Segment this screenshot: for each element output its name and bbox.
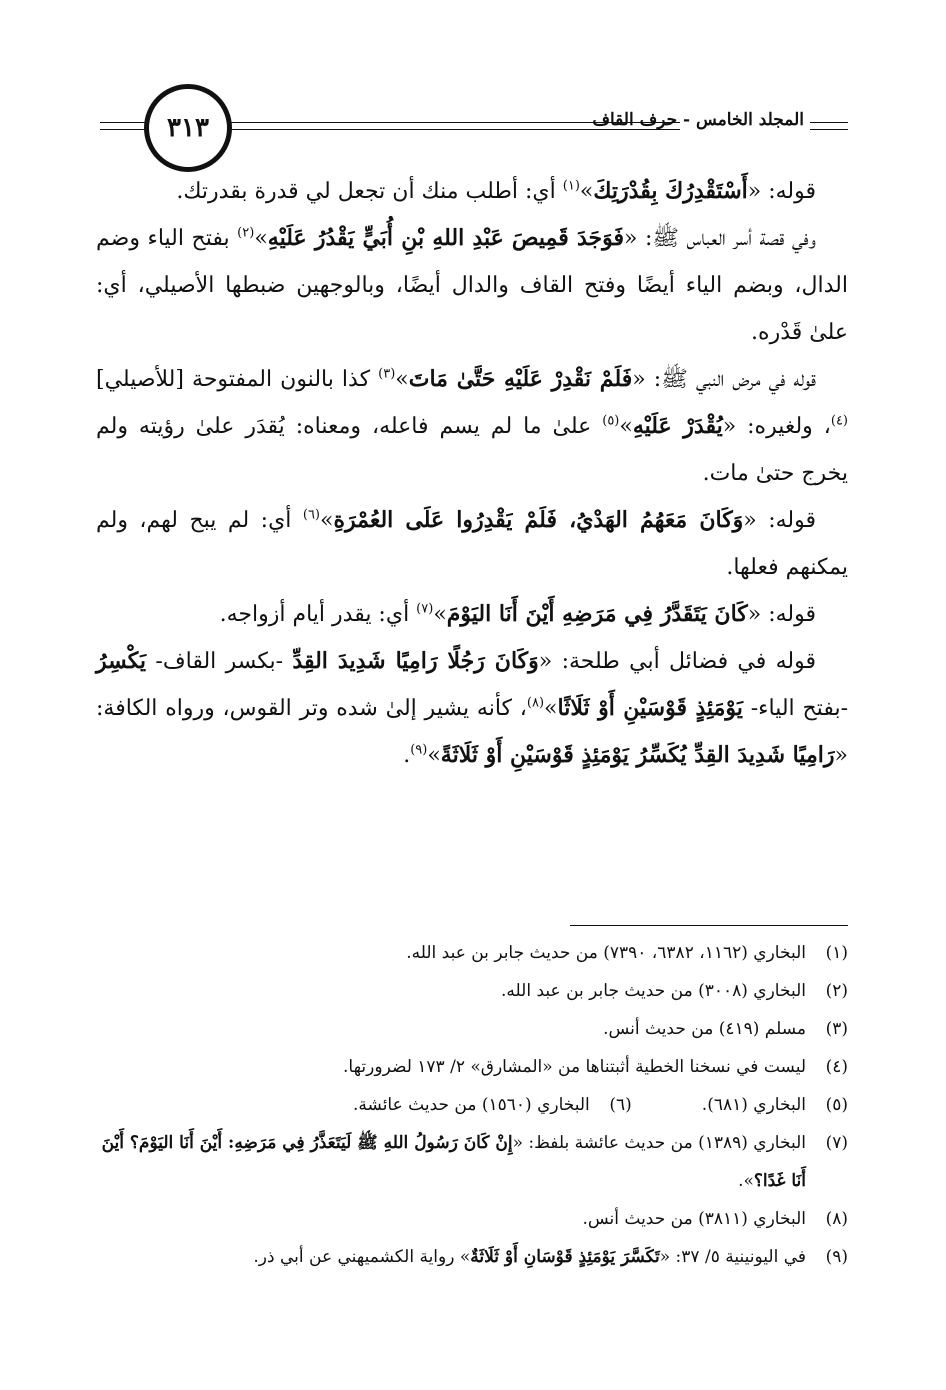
header-title: المجلد الخامس - حرف القاف (592, 110, 804, 130)
footnote-ref[interactable]: (٢) (237, 225, 255, 241)
footnote-text: البخاري (١٥٦٠) من حديث عائشة. (353, 1095, 590, 1115)
footnote (702, 1086, 848, 1124)
footnote-text: ليست في نسخنا الخطية أثبتناها من «المشارق» ٢/ ١٧٣ لضرورتها. (343, 1057, 806, 1077)
quote: فَوَجَدَ قَمِيصَ عَبْدِ اللهِ بْنِ أُبَيٍّ يَقْدُرُ عَلَيْهِ (267, 225, 624, 251)
footnote-separator (570, 925, 848, 926)
footnote (96, 1200, 848, 1238)
paragraph: قوله: «وَكَانَ مَعَهُمُ الهَدْيُ، فَلَمْ يَقْدِرُوا عَلَى العُمْرَةِ»$^{(٦)}$ أي: لم يبح لهم، ولم يمكنهم فعلها. (96, 507, 848, 580)
paragraph: قوله في فضائل أبي طلحة: «وَكَانَ رَجُلًا رَامِيًا شَدِيدَ القِدِّ -بكسر القاف- يَكْسِرُ -بفتح الياء- يَوْمَئِذٍ قَوْسَيْنِ أَوْ ثَلَاثًا»$^{(٨)}$، كأنه يشير إلىٰ شده وتر القوس، ورواه الكافة: «رَامِيًا شَدِيدَ القِدِّ يُكَسِّرُ يَوْمَئِذٍ قَوْسَيْنِ أَوْ ثَلَاثَةً»$^{(٩)}$. (96, 648, 848, 768)
footnotes (96, 934, 848, 1276)
main-text (96, 168, 848, 779)
footnote-number: (٧) (825, 1133, 848, 1153)
quote: يَوْمَئِذٍ قَوْسَيْنِ أَوْ ثَلَاثًا (557, 695, 743, 721)
footnote-number: (٩) (825, 1247, 848, 1267)
footnote-number: (٢) (825, 981, 848, 1001)
paragraph: قوله في مرض النبي ﷺ: «فَلَمْ نَقْدِرْ عَلَيْهِ حَتَّىٰ مَاتَ»$^{(٣)}$ كذا بالنون المفتوحة [للأصيلي]$^{(٤)}$، ولغيره: «يُقْدَرْ عَلَيْهِ»$^{(٥)}$ علىٰ ما لم يسم فاعله، ومعناه: يُقدَر علىٰ رؤيته ولم يخرج حتىٰ مات. (96, 366, 848, 486)
quote: رَامِيًا شَدِيدَ القِدِّ يُكَسِّرُ يَوْمَئِذٍ قَوْسَيْنِ أَوْ ثَلَاثَةً (440, 742, 835, 768)
footnote-text: في اليونينية ٥/ ٣٧: «تَكَسَّرَ يَوْمَئِذٍ قَوْسَانِ أَوْ ثَلَاثَةٌ» رواية الكشميهني عن أبي ذر. (253, 1247, 806, 1267)
footnote-ref[interactable]: (٦) (302, 507, 320, 523)
page-number: ٣١٣ (144, 84, 232, 172)
footnote (96, 934, 848, 972)
footnote-pair (96, 1086, 848, 1124)
footnote (96, 1238, 848, 1276)
header-rule-far-2 (810, 129, 848, 130)
footnote-ref[interactable]: (٩) (410, 742, 428, 758)
footnote-text: البخاري (٣٨١١) من حديث أنس. (582, 1209, 806, 1229)
quote: تَكَسَّرَ يَوْمَئِذٍ قَوْسَانِ أَوْ ثَلَاثَةٌ (470, 1247, 660, 1267)
footnote (96, 1124, 848, 1200)
paragraph: قوله: «أَسْتَقْدِرُكَ بِقُدْرَتِكَ»$^{(١)}$ أي: أطلب منك أن تجعل لي قدرة بقدرتك. (176, 178, 816, 204)
footnote (96, 1048, 848, 1086)
quote: أَسْتَقْدِرُكَ بِقُدْرَتِكَ (593, 178, 748, 204)
footnote-number: (٦) (609, 1095, 632, 1115)
footnote-number: (١) (825, 943, 848, 963)
footnote-text: البخاري (١١٦٢، ٦٣٨٢، ٧٣٩٠) من حديث جابر بن عبد الله. (406, 943, 806, 963)
footnote-text: البخاري (٦٨١). (701, 1095, 806, 1115)
footnote-ref[interactable]: (٥) (602, 413, 620, 429)
quote: يُقْدَرْ عَلَيْهِ (632, 413, 723, 439)
footnote-number: (٥) (825, 1095, 848, 1115)
header-rule-left (100, 122, 150, 123)
footnote-ref[interactable]: (١) (562, 178, 580, 194)
footnote-number: (٣) (825, 1019, 848, 1039)
footnote-text: البخاري (٣٠٠٨) من حديث جابر بن عبد الله. (501, 981, 806, 1001)
header-rule-far (810, 122, 848, 123)
quote: إِنْ كَانَ رَسُولُ اللهِ ﷺ لَيَتَعَذَّرُ فِي مَرَضِهِ: أَيْنَ أَنَا اليَوْمَ؟ أَيْنَ أَنَا غَدًا؟ (101, 1133, 806, 1191)
footnote-number: (٤) (825, 1057, 848, 1077)
footnote-ref[interactable]: (٣) (378, 366, 396, 382)
footnote (353, 1086, 632, 1124)
footnote-number: (٨) (825, 1209, 848, 1229)
quote: وَكَانَ رَجُلًا رَامِيًا شَدِيدَ القِدِّ (292, 648, 539, 674)
footnote-text: البخاري (١٣٨٩) من حديث عائشة بلفظ: «إِنْ كَانَ رَسُولُ اللهِ ﷺ لَيَتَعَذَّرُ فِي مَرَضِهِ: أَيْنَ أَنَا اليَوْمَ؟ أَيْنَ أَنَا غَدًا؟». (101, 1133, 806, 1191)
running-header (100, 84, 848, 174)
header-rule-left-2 (100, 129, 150, 130)
paragraph: وفي قصة أسر العباس ﷺ: «فَوَجَدَ قَمِيصَ عَبْدِ اللهِ بْنِ أُبَيٍّ يَقْدُرُ عَلَيْهِ»$^{(٢)}$ بفتح الياء وضم الدال، وبضم الياء أيضًا وفتح القاف والدال أيضًا، وبالوجهين ضبطها الأصيلي، أي: علىٰ قَدْره. (96, 225, 848, 345)
quote: يَكْسِرُ (96, 648, 147, 674)
footnote-ref[interactable]: (٨) (526, 695, 545, 711)
quote: كَانَ يَتَقَدَّرُ فِي مَرَضِهِ أَيْنَ أَنَا اليَوْمَ (446, 601, 748, 627)
footnote-ref[interactable]: (٤) (830, 413, 848, 429)
footnote-ref[interactable]: (٧) (416, 601, 434, 617)
quote: وَكَانَ مَعَهُمُ الهَدْيُ، فَلَمْ يَقْدِرُوا عَلَى العُمْرَةِ (333, 507, 744, 533)
footnote-text: مسلم (٤١٩) من حديث أنس. (603, 1019, 806, 1039)
footnote (96, 972, 848, 1010)
footnote (96, 1010, 848, 1048)
quote: فَلَمْ نَقْدِرْ عَلَيْهِ حَتَّىٰ مَاتَ (408, 366, 633, 392)
paragraph: قوله: «كَانَ يَتَقَدَّرُ فِي مَرَضِهِ أَيْنَ أَنَا اليَوْمَ»$^{(٧)}$ أي: يقدر أيام أزواجه. (219, 601, 816, 627)
